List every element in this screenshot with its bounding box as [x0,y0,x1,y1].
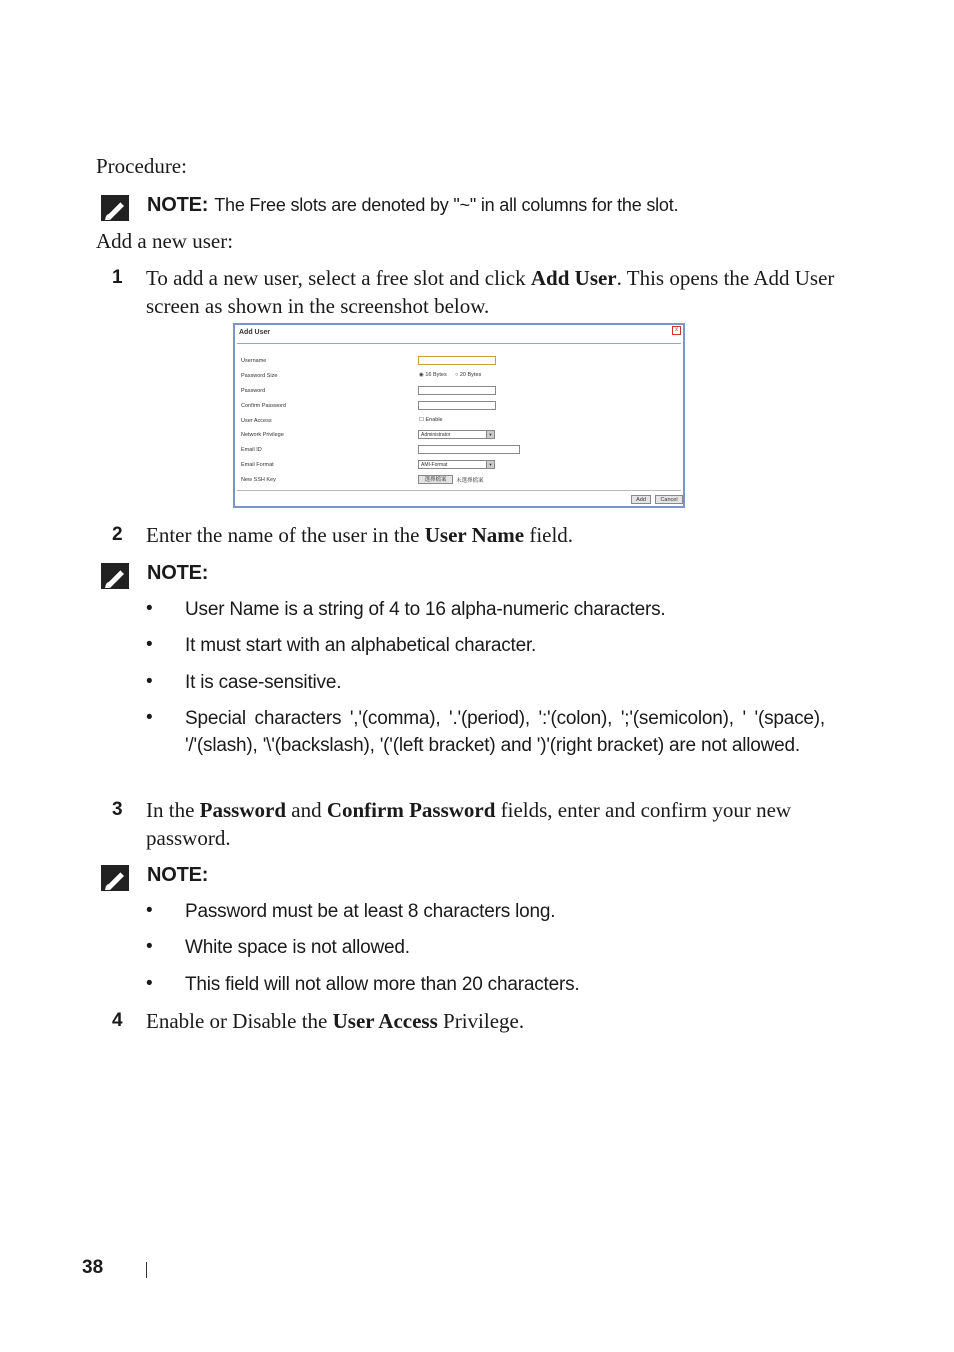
confirm-password-field[interactable] [418,401,496,410]
note-text: The Free slots are denoted by "~" in all columns for the slot. [214,195,679,215]
user-access-checkbox[interactable]: ☐ Enable [419,417,443,423]
chevron-down-icon: ▼ [486,461,494,468]
checkbox-label: Enable [425,417,443,423]
add-user-dialog-screenshot [233,323,685,508]
note-label: NOTE: [147,562,209,584]
dialog-label: Network Privilege [241,432,284,438]
step-2-text [146,521,836,549]
email-format-select[interactable] [418,460,495,469]
bullet-icon: • [146,634,153,655]
close-icon[interactable]: x [672,326,681,335]
choose-file-button[interactable]: 選擇檔案 [418,475,453,484]
step-text-part: In the [146,798,200,822]
bullet-icon: • [146,936,153,957]
password-size-16-radio[interactable]: ◉ 16 Bytes [419,372,447,378]
step-bold-term: User Access [332,1009,438,1033]
note-2-label [147,562,214,585]
network-privilege-select[interactable] [418,430,495,439]
radio-label: 16 Bytes [425,372,447,378]
radio-label: 20 Bytes [459,372,482,378]
email-field[interactable] [418,445,520,454]
step-text-part: To add a new user, select a free slot and click [146,266,531,290]
cancel-button[interactable]: Cancel [655,495,683,504]
step-bold-term: Password [199,798,286,822]
dialog-label: Email ID [241,447,262,453]
dialog-label: Password Size [241,373,278,379]
note-bullet: Password must be at least 8 characters long. [185,901,556,922]
note-pencil-icon [100,562,130,590]
step-number: 2 [112,524,123,545]
note-bullet: This field will not allow more than 20 characters. [185,974,580,995]
select-value: AMI-Format [421,462,448,468]
bullet-icon: • [146,707,153,728]
dialog-label: Confirm Password [241,403,286,409]
dialog-label: User Access [241,418,272,424]
procedure-label: Procedure: [96,154,187,178]
note-label: NOTE: [147,194,209,216]
dialog-label: Email Format [241,462,274,468]
dialog-label: Username [241,358,267,364]
note-label: NOTE: [147,864,209,886]
chevron-down-icon: ▼ [486,431,494,438]
page-number: 38 [82,1257,104,1278]
username-field[interactable] [418,356,496,365]
dialog-divider [237,343,681,344]
step-text-part: field. [524,523,574,547]
bullet-icon: • [146,598,153,619]
step-bold-term: Add User [530,266,617,290]
dialog-footer-divider [237,490,681,491]
password-size-20-radio[interactable]: ○ 20 Bytes [455,372,482,378]
step-text-part: Privilege. [437,1009,525,1033]
section-heading: Add a new user: [96,229,234,253]
note-bullet: It must start with an alphabetical character. [185,635,537,656]
note-pencil-icon [100,864,130,892]
note-bullet: White space is not allowed. [185,937,410,958]
step-number: 3 [112,799,123,820]
step-text-part: Enter the name of the user in the [146,523,425,547]
dialog-title: Add User [239,329,271,336]
step-1-text [146,264,836,320]
bullet-icon: • [146,671,153,692]
add-button[interactable]: Add [631,495,651,504]
no-file-label: 未選擇檔案 [456,478,484,484]
step-text-part: . This opens the Add User screen as shown in the screenshot below. [146,266,835,318]
step-3-text [146,796,836,852]
bullet-icon: • [146,900,153,921]
note-3-label [147,864,214,887]
dialog-label: New SSH Key [241,477,276,483]
note-bullet: User Name is a string of 4 to 16 alpha-numeric characters. [185,599,666,620]
step-bold-term: User Name [424,523,525,547]
note-1 [147,194,678,217]
step-text-part: and [286,798,327,822]
password-field[interactable] [418,386,496,395]
dialog-label: Password [241,388,266,394]
step-4-text [146,1007,836,1035]
step-text-part: Enable or Disable the [146,1009,333,1033]
note-pencil-icon [100,194,130,222]
note-bullet: Special characters ','(comma), '.'(period), ':'(colon), ';'(semicolon), ' '(space), '/'(slash), '\'(backslash), '('(left bracket) and ')'(right bracket) are not allowed. [185,708,825,756]
step-number: 1 [112,267,123,288]
bullet-icon: • [146,973,153,994]
step-number: 4 [112,1010,123,1031]
footer-divider [146,1262,147,1278]
select-value: Administrator [421,432,451,438]
step-bold-term: Confirm Password [326,798,496,822]
step-text-part: fields, enter and confirm your new password. [146,798,792,850]
note-bullet: It is case-sensitive. [185,672,342,693]
